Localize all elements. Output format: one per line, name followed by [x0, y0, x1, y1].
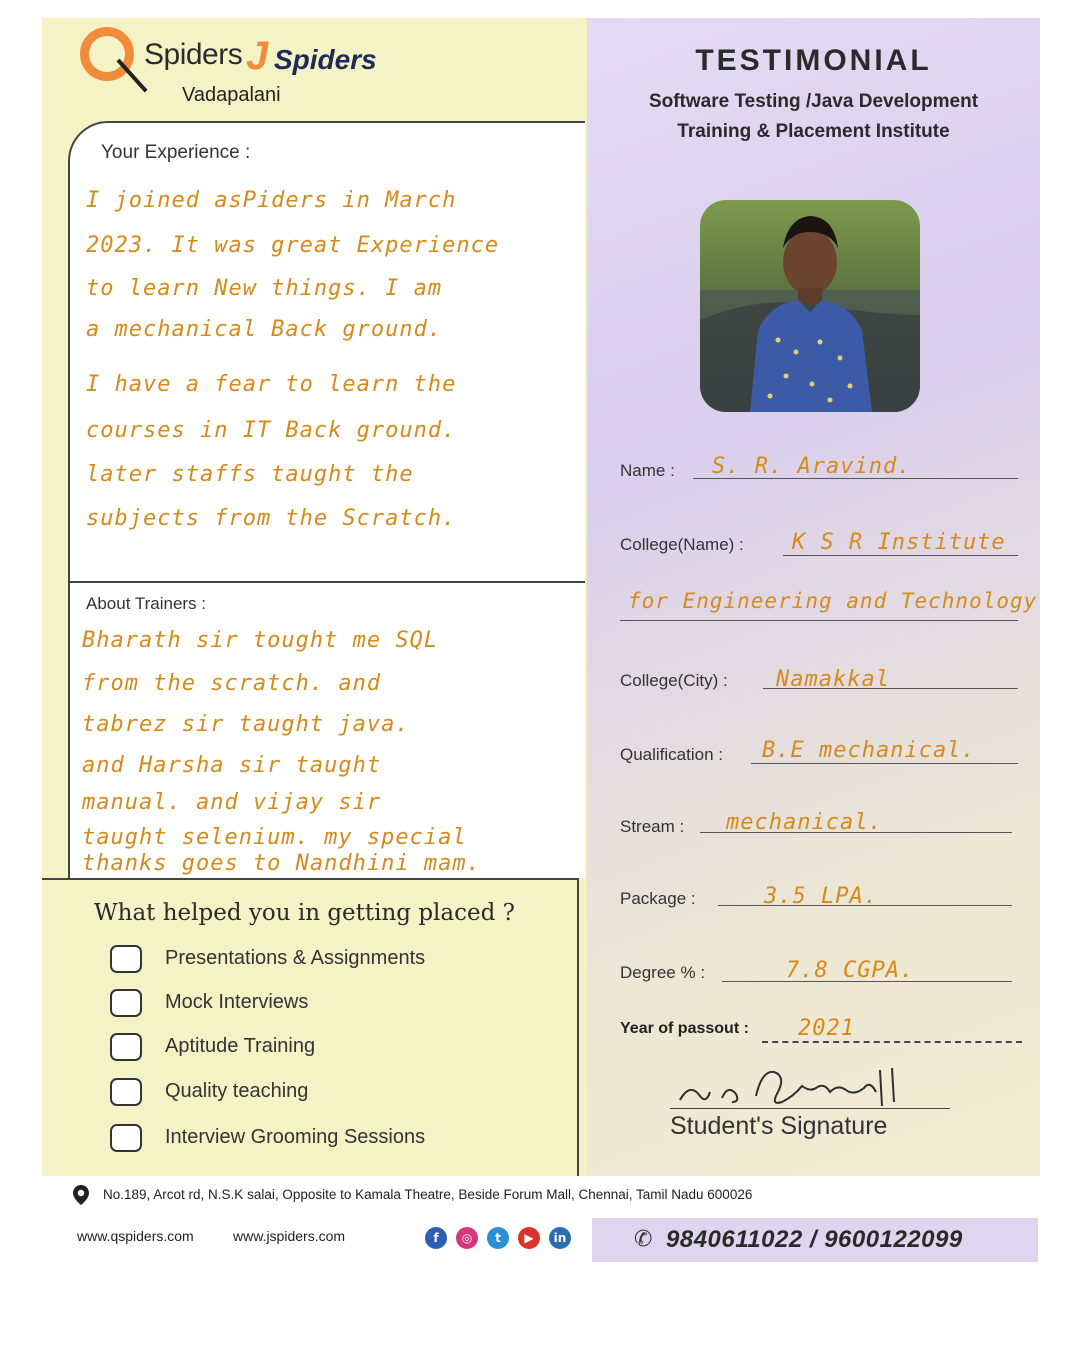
- branch-name: Vadapalani: [182, 84, 281, 106]
- trainers-line: from the scratch. and: [82, 671, 382, 696]
- trainers-label: About Trainers :: [86, 594, 207, 613]
- phone-icon: ✆: [634, 1227, 653, 1252]
- qualification-label: Qualification :: [620, 745, 723, 764]
- passout-label: Year of passout :: [620, 1020, 749, 1037]
- trainers-line: Bharath sir tought me SQL: [82, 628, 439, 653]
- stream-label: Stream :: [620, 817, 685, 836]
- experience-line: I joined asPiders in March: [86, 188, 457, 213]
- helped-option-label: Presentations & Assignments: [165, 947, 426, 969]
- college-value-1: K S R Institute: [792, 530, 1006, 555]
- signature-label: Student's Signature: [670, 1112, 888, 1140]
- checkbox[interactable]: [110, 1124, 142, 1152]
- college-value-2: for Engineering and Technology: [628, 589, 1038, 613]
- checkbox[interactable]: [110, 1078, 142, 1106]
- helped-option-label: Quality teaching: [165, 1080, 309, 1102]
- trainers-line: manual. and vijay sir: [82, 790, 382, 815]
- qualification-value: B.E mechanical.: [762, 738, 976, 763]
- student-signature: [670, 1062, 950, 1112]
- experience-line: courses in IT Back ground.: [86, 418, 457, 443]
- helped-option-label: Mock Interviews: [165, 991, 309, 1013]
- stream-value: mechanical.: [726, 810, 883, 835]
- subtitle-line-1: Software Testing /Java Development: [648, 91, 979, 112]
- helped-option-label: Interview Grooming Sessions: [165, 1126, 426, 1148]
- degree-value: 7.8 CGPA.: [786, 958, 915, 983]
- trainers-line: tabrez sir taught java.: [82, 712, 410, 737]
- checkbox[interactable]: [110, 945, 142, 973]
- page-title: TESTIMONIAL: [695, 44, 932, 77]
- experience-line: subjects from the Scratch.: [86, 506, 457, 531]
- jspiders-website-link[interactable]: www.jspiders.com: [233, 1228, 346, 1244]
- signature-line: [670, 1108, 950, 1109]
- college-label: College(Name) :: [620, 535, 744, 554]
- logo-qspiders-text: Spiders: [144, 38, 243, 71]
- twitter-icon[interactable]: t: [487, 1227, 509, 1249]
- city-label: College(City) :: [620, 671, 728, 690]
- qspiders-logo-icon: [80, 27, 134, 81]
- qualification-underline: [751, 763, 1018, 764]
- package-value: 3.5 LPA.: [764, 884, 878, 909]
- experience-line: I have a fear to learn the: [86, 372, 457, 397]
- college-underline-2: [620, 620, 1018, 621]
- instagram-icon[interactable]: ◎: [456, 1227, 478, 1249]
- subtitle-line-2: Training & Placement Institute: [677, 121, 950, 142]
- city-value: Namakkal: [776, 667, 890, 692]
- location-pin-icon: [70, 1184, 92, 1206]
- passout-value: 2021: [798, 1016, 855, 1041]
- college-underline: [783, 555, 1018, 556]
- degree-label: Degree % :: [620, 963, 706, 982]
- passout-underline: [762, 1041, 1022, 1043]
- experience-line: a mechanical Back ground.: [86, 317, 443, 342]
- youtube-icon[interactable]: ▶: [518, 1227, 540, 1249]
- trainers-line: thanks goes to Nandhini mam.: [82, 851, 481, 876]
- checkbox[interactable]: [110, 1033, 142, 1061]
- qspiders-website-link[interactable]: www.qspiders.com: [77, 1228, 194, 1244]
- trainers-line: taught selenium. my special: [82, 825, 467, 850]
- facebook-icon[interactable]: f: [425, 1227, 447, 1249]
- logo-j-letter: J: [246, 34, 269, 78]
- footer-address: No.189, Arcot rd, N.S.K salai, Opposite to Kamala Theatre, Beside Forum Mall, Chennai, Tamil Nadu 600026: [103, 1187, 753, 1202]
- name-value: S. R. Aravind.: [712, 454, 912, 479]
- helped-title: What helped you in getting placed ?: [94, 900, 515, 926]
- package-label: Package :: [620, 889, 696, 908]
- experience-label: Your Experience :: [101, 142, 251, 163]
- phone-numbers: 9840611022 / 9600122099: [666, 1226, 963, 1253]
- experience-line: 2023. It was great Experience: [86, 233, 500, 258]
- linkedin-icon[interactable]: in: [549, 1227, 571, 1249]
- experience-line: to learn New things. I am: [86, 276, 443, 301]
- logo-jspiders-text: Spiders: [274, 44, 377, 75]
- trainers-line: and Harsha sir taught: [82, 753, 382, 778]
- name-label: Name :: [620, 461, 675, 480]
- student-photo: [700, 200, 920, 412]
- checkbox[interactable]: [110, 989, 142, 1017]
- experience-line: later staffs taught the: [86, 462, 414, 487]
- helped-option-label: Aptitude Training: [165, 1035, 316, 1057]
